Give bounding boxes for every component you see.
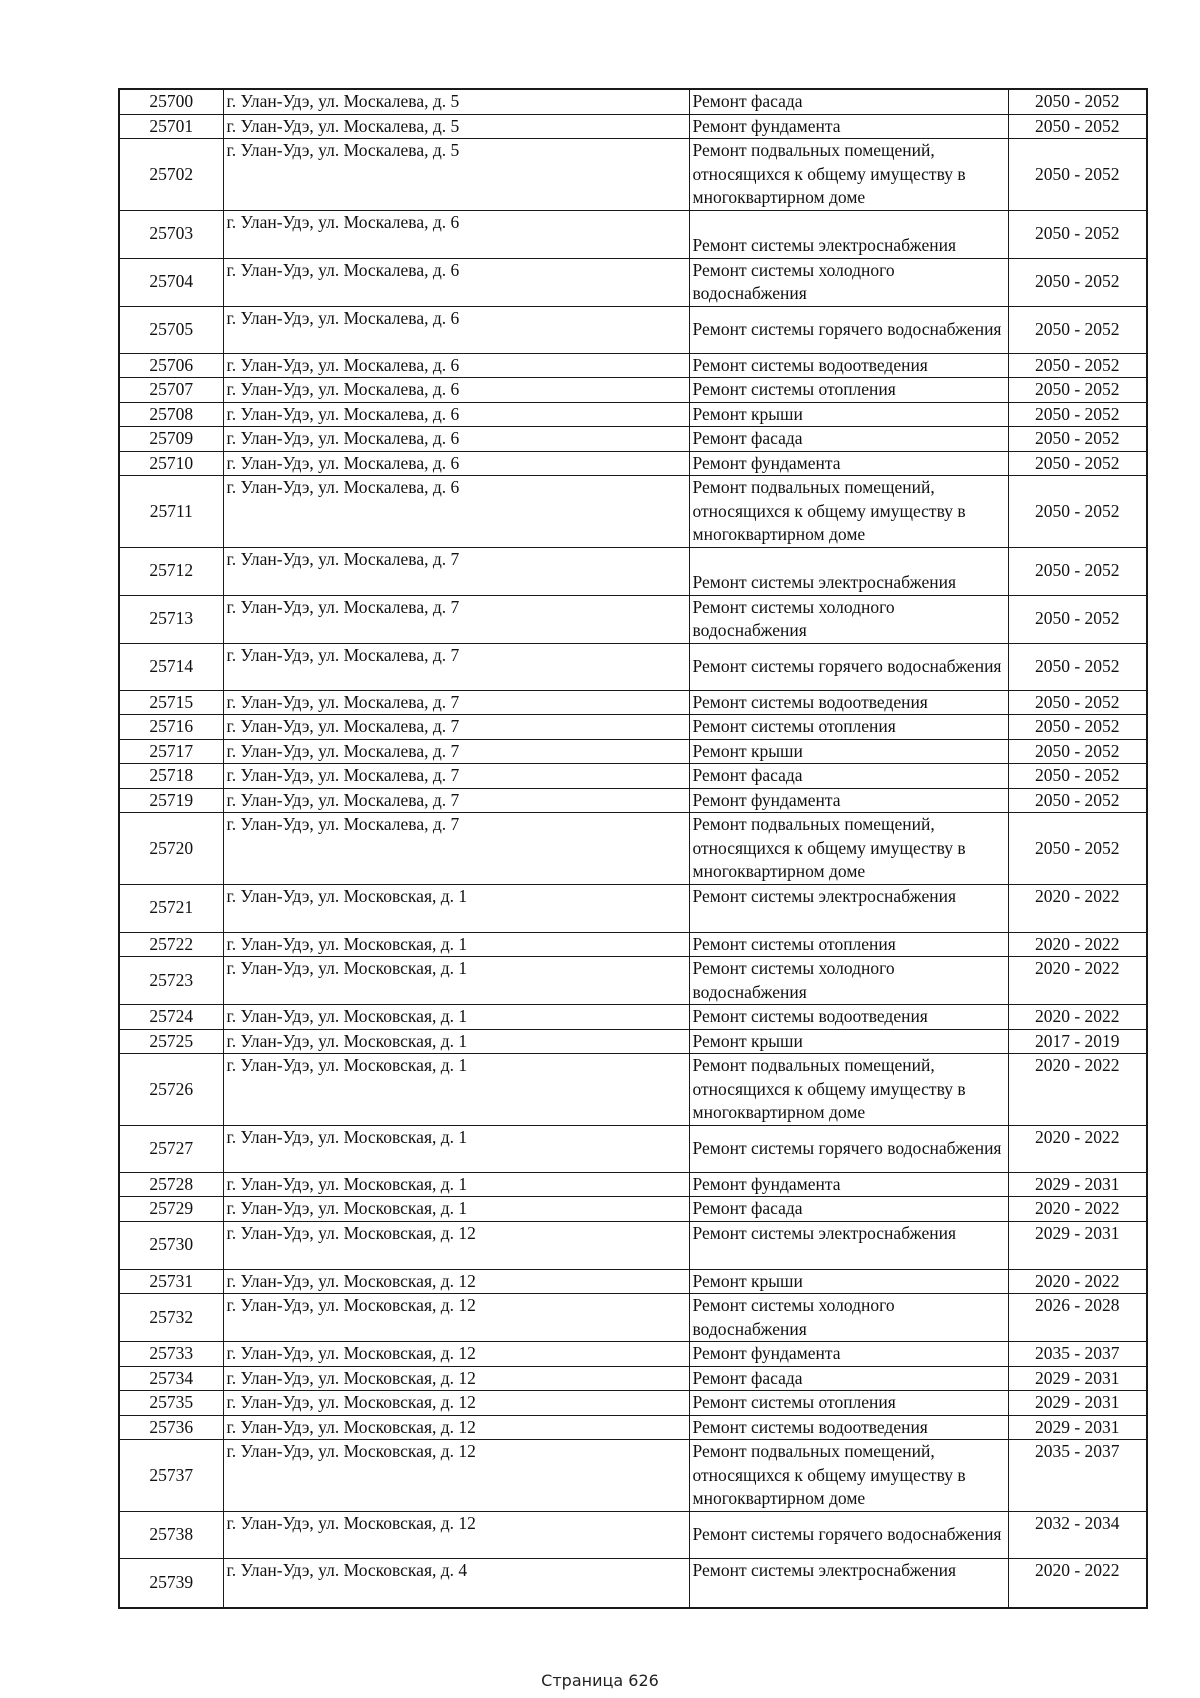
table-row bbox=[119, 1440, 1147, 1512]
row-address: г. Улан-Удэ, ул. Москалева, д. 6 bbox=[223, 353, 689, 378]
row-period: 2050 - 2052 bbox=[1008, 353, 1147, 378]
row-address: г. Улан-Удэ, ул. Москалева, д. 6 bbox=[223, 402, 689, 427]
table-row bbox=[119, 1172, 1147, 1197]
table-row bbox=[119, 1342, 1147, 1367]
row-work-type: Ремонт подвальных помещений, относящихся к общему имуществу в многоквартирном доме bbox=[689, 813, 1008, 885]
row-period: 2050 - 2052 bbox=[1008, 210, 1147, 258]
table-row bbox=[119, 1558, 1147, 1608]
row-period: 2050 - 2052 bbox=[1008, 788, 1147, 813]
row-work-type: Ремонт системы холодного водоснабжения bbox=[689, 1294, 1008, 1342]
row-work-type: Ремонт системы отопления bbox=[689, 378, 1008, 403]
row-period: 2050 - 2052 bbox=[1008, 258, 1147, 306]
table-row bbox=[119, 258, 1147, 306]
row-address: г. Улан-Удэ, ул. Московская, д. 12 bbox=[223, 1294, 689, 1342]
row-address: г. Улан-Удэ, ул. Москалева, д. 7 bbox=[223, 813, 689, 885]
row-period: 2029 - 2031 bbox=[1008, 1366, 1147, 1391]
row-period: 2050 - 2052 bbox=[1008, 451, 1147, 476]
row-period: 2050 - 2052 bbox=[1008, 595, 1147, 643]
row-work-type: Ремонт подвальных помещений, относящихся к общему имуществу в многоквартирном доме bbox=[689, 476, 1008, 548]
row-address: г. Улан-Удэ, ул. Московская, д. 1 bbox=[223, 1005, 689, 1030]
table-row bbox=[119, 378, 1147, 403]
row-period: 2029 - 2031 bbox=[1008, 1221, 1147, 1269]
table-row bbox=[119, 788, 1147, 813]
row-period: 2020 - 2022 bbox=[1008, 884, 1147, 932]
table-row bbox=[119, 932, 1147, 957]
row-number: 25701 bbox=[119, 114, 223, 139]
row-number: 25715 bbox=[119, 690, 223, 715]
row-address: г. Улан-Удэ, ул. Москалева, д. 7 bbox=[223, 547, 689, 595]
table-row bbox=[119, 210, 1147, 258]
table-row bbox=[119, 1294, 1147, 1342]
table-row bbox=[119, 114, 1147, 139]
row-number: 25717 bbox=[119, 739, 223, 764]
table-row bbox=[119, 139, 1147, 211]
table-row bbox=[119, 884, 1147, 932]
row-period: 2029 - 2031 bbox=[1008, 1172, 1147, 1197]
row-period: 2026 - 2028 bbox=[1008, 1294, 1147, 1342]
row-address: г. Улан-Удэ, ул. Московская, д. 12 bbox=[223, 1269, 689, 1294]
row-period: 2050 - 2052 bbox=[1008, 643, 1147, 690]
row-work-type: Ремонт фасада bbox=[689, 764, 1008, 789]
row-address: г. Улан-Удэ, ул. Московская, д. 12 bbox=[223, 1415, 689, 1440]
table-row bbox=[119, 643, 1147, 690]
row-address: г. Улан-Удэ, ул. Московская, д. 1 bbox=[223, 1125, 689, 1172]
row-period: 2020 - 2022 bbox=[1008, 932, 1147, 957]
row-work-type: Ремонт фасада bbox=[689, 1197, 1008, 1222]
table-row bbox=[119, 1366, 1147, 1391]
row-number: 25702 bbox=[119, 139, 223, 211]
row-number: 25713 bbox=[119, 595, 223, 643]
table-row bbox=[119, 1029, 1147, 1054]
row-address: г. Улан-Удэ, ул. Московская, д. 12 bbox=[223, 1511, 689, 1558]
row-period: 2020 - 2022 bbox=[1008, 1197, 1147, 1222]
row-work-type: Ремонт крыши bbox=[689, 1269, 1008, 1294]
row-work-type: Ремонт системы электроснабжения bbox=[689, 210, 1008, 258]
table-row bbox=[119, 547, 1147, 595]
table-row bbox=[119, 739, 1147, 764]
row-period: 2020 - 2022 bbox=[1008, 1125, 1147, 1172]
row-address: г. Улан-Удэ, ул. Москалева, д. 5 bbox=[223, 114, 689, 139]
row-address: г. Улан-Удэ, ул. Московская, д. 12 bbox=[223, 1440, 689, 1512]
row-address: г. Улан-Удэ, ул. Москалева, д. 6 bbox=[223, 210, 689, 258]
row-work-type: Ремонт системы отопления bbox=[689, 932, 1008, 957]
row-number: 25735 bbox=[119, 1391, 223, 1416]
row-period: 2035 - 2037 bbox=[1008, 1440, 1147, 1512]
row-period: 2020 - 2022 bbox=[1008, 1054, 1147, 1126]
row-address: г. Улан-Удэ, ул. Московская, д. 12 bbox=[223, 1391, 689, 1416]
row-work-type: Ремонт фундамента bbox=[689, 114, 1008, 139]
row-number: 25721 bbox=[119, 884, 223, 932]
row-period: 2020 - 2022 bbox=[1008, 1005, 1147, 1030]
row-work-type: Ремонт фундамента bbox=[689, 1342, 1008, 1367]
row-period: 2050 - 2052 bbox=[1008, 402, 1147, 427]
row-address: г. Улан-Удэ, ул. Московская, д. 1 bbox=[223, 957, 689, 1005]
row-number: 25704 bbox=[119, 258, 223, 306]
row-address: г. Улан-Удэ, ул. Московская, д. 4 bbox=[223, 1558, 689, 1608]
row-number: 25725 bbox=[119, 1029, 223, 1054]
row-address: г. Улан-Удэ, ул. Московская, д. 1 bbox=[223, 932, 689, 957]
row-period: 2050 - 2052 bbox=[1008, 764, 1147, 789]
row-address: г. Улан-Удэ, ул. Москалева, д. 6 bbox=[223, 378, 689, 403]
row-address: г. Улан-Удэ, ул. Москалева, д. 7 bbox=[223, 715, 689, 740]
table-row bbox=[119, 1391, 1147, 1416]
row-period: 2050 - 2052 bbox=[1008, 427, 1147, 452]
row-number: 25738 bbox=[119, 1511, 223, 1558]
table-row bbox=[119, 1125, 1147, 1172]
row-number: 25736 bbox=[119, 1415, 223, 1440]
row-period: 2050 - 2052 bbox=[1008, 378, 1147, 403]
table-row bbox=[119, 353, 1147, 378]
row-number: 25730 bbox=[119, 1221, 223, 1269]
row-period: 2050 - 2052 bbox=[1008, 114, 1147, 139]
row-work-type: Ремонт крыши bbox=[689, 402, 1008, 427]
row-number: 25724 bbox=[119, 1005, 223, 1030]
row-period: 2020 - 2022 bbox=[1008, 1269, 1147, 1294]
row-number: 25711 bbox=[119, 476, 223, 548]
row-number: 25722 bbox=[119, 932, 223, 957]
row-address: г. Улан-Удэ, ул. Московская, д. 1 bbox=[223, 1172, 689, 1197]
row-number: 25726 bbox=[119, 1054, 223, 1126]
row-address: г. Улан-Удэ, ул. Московская, д. 1 bbox=[223, 884, 689, 932]
table-row bbox=[119, 1005, 1147, 1030]
row-work-type: Ремонт фасада bbox=[689, 1366, 1008, 1391]
row-work-type: Ремонт системы водоотведения bbox=[689, 1005, 1008, 1030]
row-number: 25734 bbox=[119, 1366, 223, 1391]
row-period: 2050 - 2052 bbox=[1008, 739, 1147, 764]
row-address: г. Улан-Удэ, ул. Москалева, д. 7 bbox=[223, 595, 689, 643]
table-row bbox=[119, 1054, 1147, 1126]
table-row bbox=[119, 1511, 1147, 1558]
row-number: 25739 bbox=[119, 1558, 223, 1608]
row-period: 2050 - 2052 bbox=[1008, 306, 1147, 353]
row-number: 25700 bbox=[119, 89, 223, 114]
row-address: г. Улан-Удэ, ул. Москалева, д. 6 bbox=[223, 306, 689, 353]
row-address: г. Улан-Удэ, ул. Московская, д. 1 bbox=[223, 1029, 689, 1054]
row-work-type: Ремонт системы горячего водоснабжения bbox=[689, 643, 1008, 690]
row-address: г. Улан-Удэ, ул. Москалева, д. 6 bbox=[223, 476, 689, 548]
row-work-type: Ремонт подвальных помещений, относящихся к общему имуществу в многоквартирном доме bbox=[689, 1440, 1008, 1512]
row-number: 25718 bbox=[119, 764, 223, 789]
row-period: 2050 - 2052 bbox=[1008, 813, 1147, 885]
row-work-type: Ремонт фасада bbox=[689, 427, 1008, 452]
row-work-type: Ремонт подвальных помещений, относящихся к общему имуществу в многоквартирном доме bbox=[689, 139, 1008, 211]
row-work-type: Ремонт системы водоотведения bbox=[689, 690, 1008, 715]
row-work-type: Ремонт системы холодного водоснабжения bbox=[689, 595, 1008, 643]
row-period: 2029 - 2031 bbox=[1008, 1391, 1147, 1416]
row-address: г. Улан-Удэ, ул. Москалева, д. 7 bbox=[223, 764, 689, 789]
row-number: 25737 bbox=[119, 1440, 223, 1512]
table-row bbox=[119, 813, 1147, 885]
row-address: г. Улан-Удэ, ул. Москалева, д. 6 bbox=[223, 427, 689, 452]
row-period: 2020 - 2022 bbox=[1008, 957, 1147, 1005]
row-address: г. Улан-Удэ, ул. Москалева, д. 7 bbox=[223, 788, 689, 813]
row-address: г. Улан-Удэ, ул. Московская, д. 12 bbox=[223, 1221, 689, 1269]
table-row bbox=[119, 715, 1147, 740]
row-address: г. Улан-Удэ, ул. Москалева, д. 7 bbox=[223, 739, 689, 764]
row-number: 25714 bbox=[119, 643, 223, 690]
row-number: 25716 bbox=[119, 715, 223, 740]
table-row bbox=[119, 89, 1147, 114]
row-work-type: Ремонт системы отопления bbox=[689, 715, 1008, 740]
table-row bbox=[119, 1415, 1147, 1440]
row-number: 25707 bbox=[119, 378, 223, 403]
row-work-type: Ремонт системы холодного водоснабжения bbox=[689, 258, 1008, 306]
row-number: 25719 bbox=[119, 788, 223, 813]
row-number: 25732 bbox=[119, 1294, 223, 1342]
row-number: 25705 bbox=[119, 306, 223, 353]
row-work-type: Ремонт крыши bbox=[689, 1029, 1008, 1054]
row-address: г. Улан-Удэ, ул. Москалева, д. 5 bbox=[223, 139, 689, 211]
register-table bbox=[118, 88, 1148, 1609]
table-row bbox=[119, 764, 1147, 789]
row-number: 25731 bbox=[119, 1269, 223, 1294]
table-row bbox=[119, 306, 1147, 353]
row-period: 2050 - 2052 bbox=[1008, 690, 1147, 715]
row-work-type: Ремонт фундамента bbox=[689, 788, 1008, 813]
row-work-type: Ремонт системы электроснабжения bbox=[689, 1221, 1008, 1269]
row-period: 2029 - 2031 bbox=[1008, 1415, 1147, 1440]
table-row bbox=[119, 427, 1147, 452]
table-row bbox=[119, 1269, 1147, 1294]
row-period: 2050 - 2052 bbox=[1008, 476, 1147, 548]
row-address: г. Улан-Удэ, ул. Московская, д. 1 bbox=[223, 1054, 689, 1126]
register-body bbox=[119, 89, 1147, 1608]
row-number: 25727 bbox=[119, 1125, 223, 1172]
row-period: 2020 - 2022 bbox=[1008, 1558, 1147, 1608]
row-number: 25723 bbox=[119, 957, 223, 1005]
row-period: 2017 - 2019 bbox=[1008, 1029, 1147, 1054]
table-row bbox=[119, 957, 1147, 1005]
table-row bbox=[119, 1197, 1147, 1222]
row-period: 2050 - 2052 bbox=[1008, 139, 1147, 211]
row-number: 25708 bbox=[119, 402, 223, 427]
row-work-type: Ремонт системы горячего водоснабжения bbox=[689, 306, 1008, 353]
row-address: г. Улан-Удэ, ул. Москалева, д. 7 bbox=[223, 690, 689, 715]
row-number: 25720 bbox=[119, 813, 223, 885]
row-period: 2035 - 2037 bbox=[1008, 1342, 1147, 1367]
row-number: 25729 bbox=[119, 1197, 223, 1222]
row-work-type: Ремонт фундамента bbox=[689, 1172, 1008, 1197]
row-work-type: Ремонт системы отопления bbox=[689, 1391, 1008, 1416]
row-address: г. Улан-Удэ, ул. Москалева, д. 5 bbox=[223, 89, 689, 114]
page-number: Страница 626 bbox=[541, 1671, 659, 1690]
row-number: 25728 bbox=[119, 1172, 223, 1197]
table-row bbox=[119, 595, 1147, 643]
row-number: 25709 bbox=[119, 427, 223, 452]
row-number: 25703 bbox=[119, 210, 223, 258]
row-work-type: Ремонт системы электроснабжения bbox=[689, 547, 1008, 595]
row-work-type: Ремонт фундамента bbox=[689, 451, 1008, 476]
row-work-type: Ремонт фасада bbox=[689, 89, 1008, 114]
row-work-type: Ремонт системы водоотведения bbox=[689, 353, 1008, 378]
row-work-type: Ремонт системы электроснабжения bbox=[689, 884, 1008, 932]
row-work-type: Ремонт системы электроснабжения bbox=[689, 1558, 1008, 1608]
table-row bbox=[119, 476, 1147, 548]
row-period: 2032 - 2034 bbox=[1008, 1511, 1147, 1558]
row-work-type: Ремонт системы водоотведения bbox=[689, 1415, 1008, 1440]
row-address: г. Улан-Удэ, ул. Москалева, д. 6 bbox=[223, 451, 689, 476]
table-row bbox=[119, 1221, 1147, 1269]
row-work-type: Ремонт системы холодного водоснабжения bbox=[689, 957, 1008, 1005]
row-address: г. Улан-Удэ, ул. Московская, д. 12 bbox=[223, 1366, 689, 1391]
row-period: 2050 - 2052 bbox=[1008, 89, 1147, 114]
table-row bbox=[119, 451, 1147, 476]
row-address: г. Улан-Удэ, ул. Московская, д. 1 bbox=[223, 1197, 689, 1222]
row-address: г. Улан-Удэ, ул. Московская, д. 12 bbox=[223, 1342, 689, 1367]
row-number: 25712 bbox=[119, 547, 223, 595]
table-row bbox=[119, 402, 1147, 427]
row-number: 25733 bbox=[119, 1342, 223, 1367]
row-number: 25710 bbox=[119, 451, 223, 476]
table-row bbox=[119, 690, 1147, 715]
row-address: г. Улан-Удэ, ул. Москалева, д. 7 bbox=[223, 643, 689, 690]
row-number: 25706 bbox=[119, 353, 223, 378]
row-work-type: Ремонт системы горячего водоснабжения bbox=[689, 1511, 1008, 1558]
row-address: г. Улан-Удэ, ул. Москалева, д. 6 bbox=[223, 258, 689, 306]
row-work-type: Ремонт системы горячего водоснабжения bbox=[689, 1125, 1008, 1172]
row-period: 2050 - 2052 bbox=[1008, 547, 1147, 595]
row-work-type: Ремонт подвальных помещений, относящихся к общему имуществу в многоквартирном доме bbox=[689, 1054, 1008, 1126]
row-work-type: Ремонт крыши bbox=[689, 739, 1008, 764]
row-period: 2050 - 2052 bbox=[1008, 715, 1147, 740]
